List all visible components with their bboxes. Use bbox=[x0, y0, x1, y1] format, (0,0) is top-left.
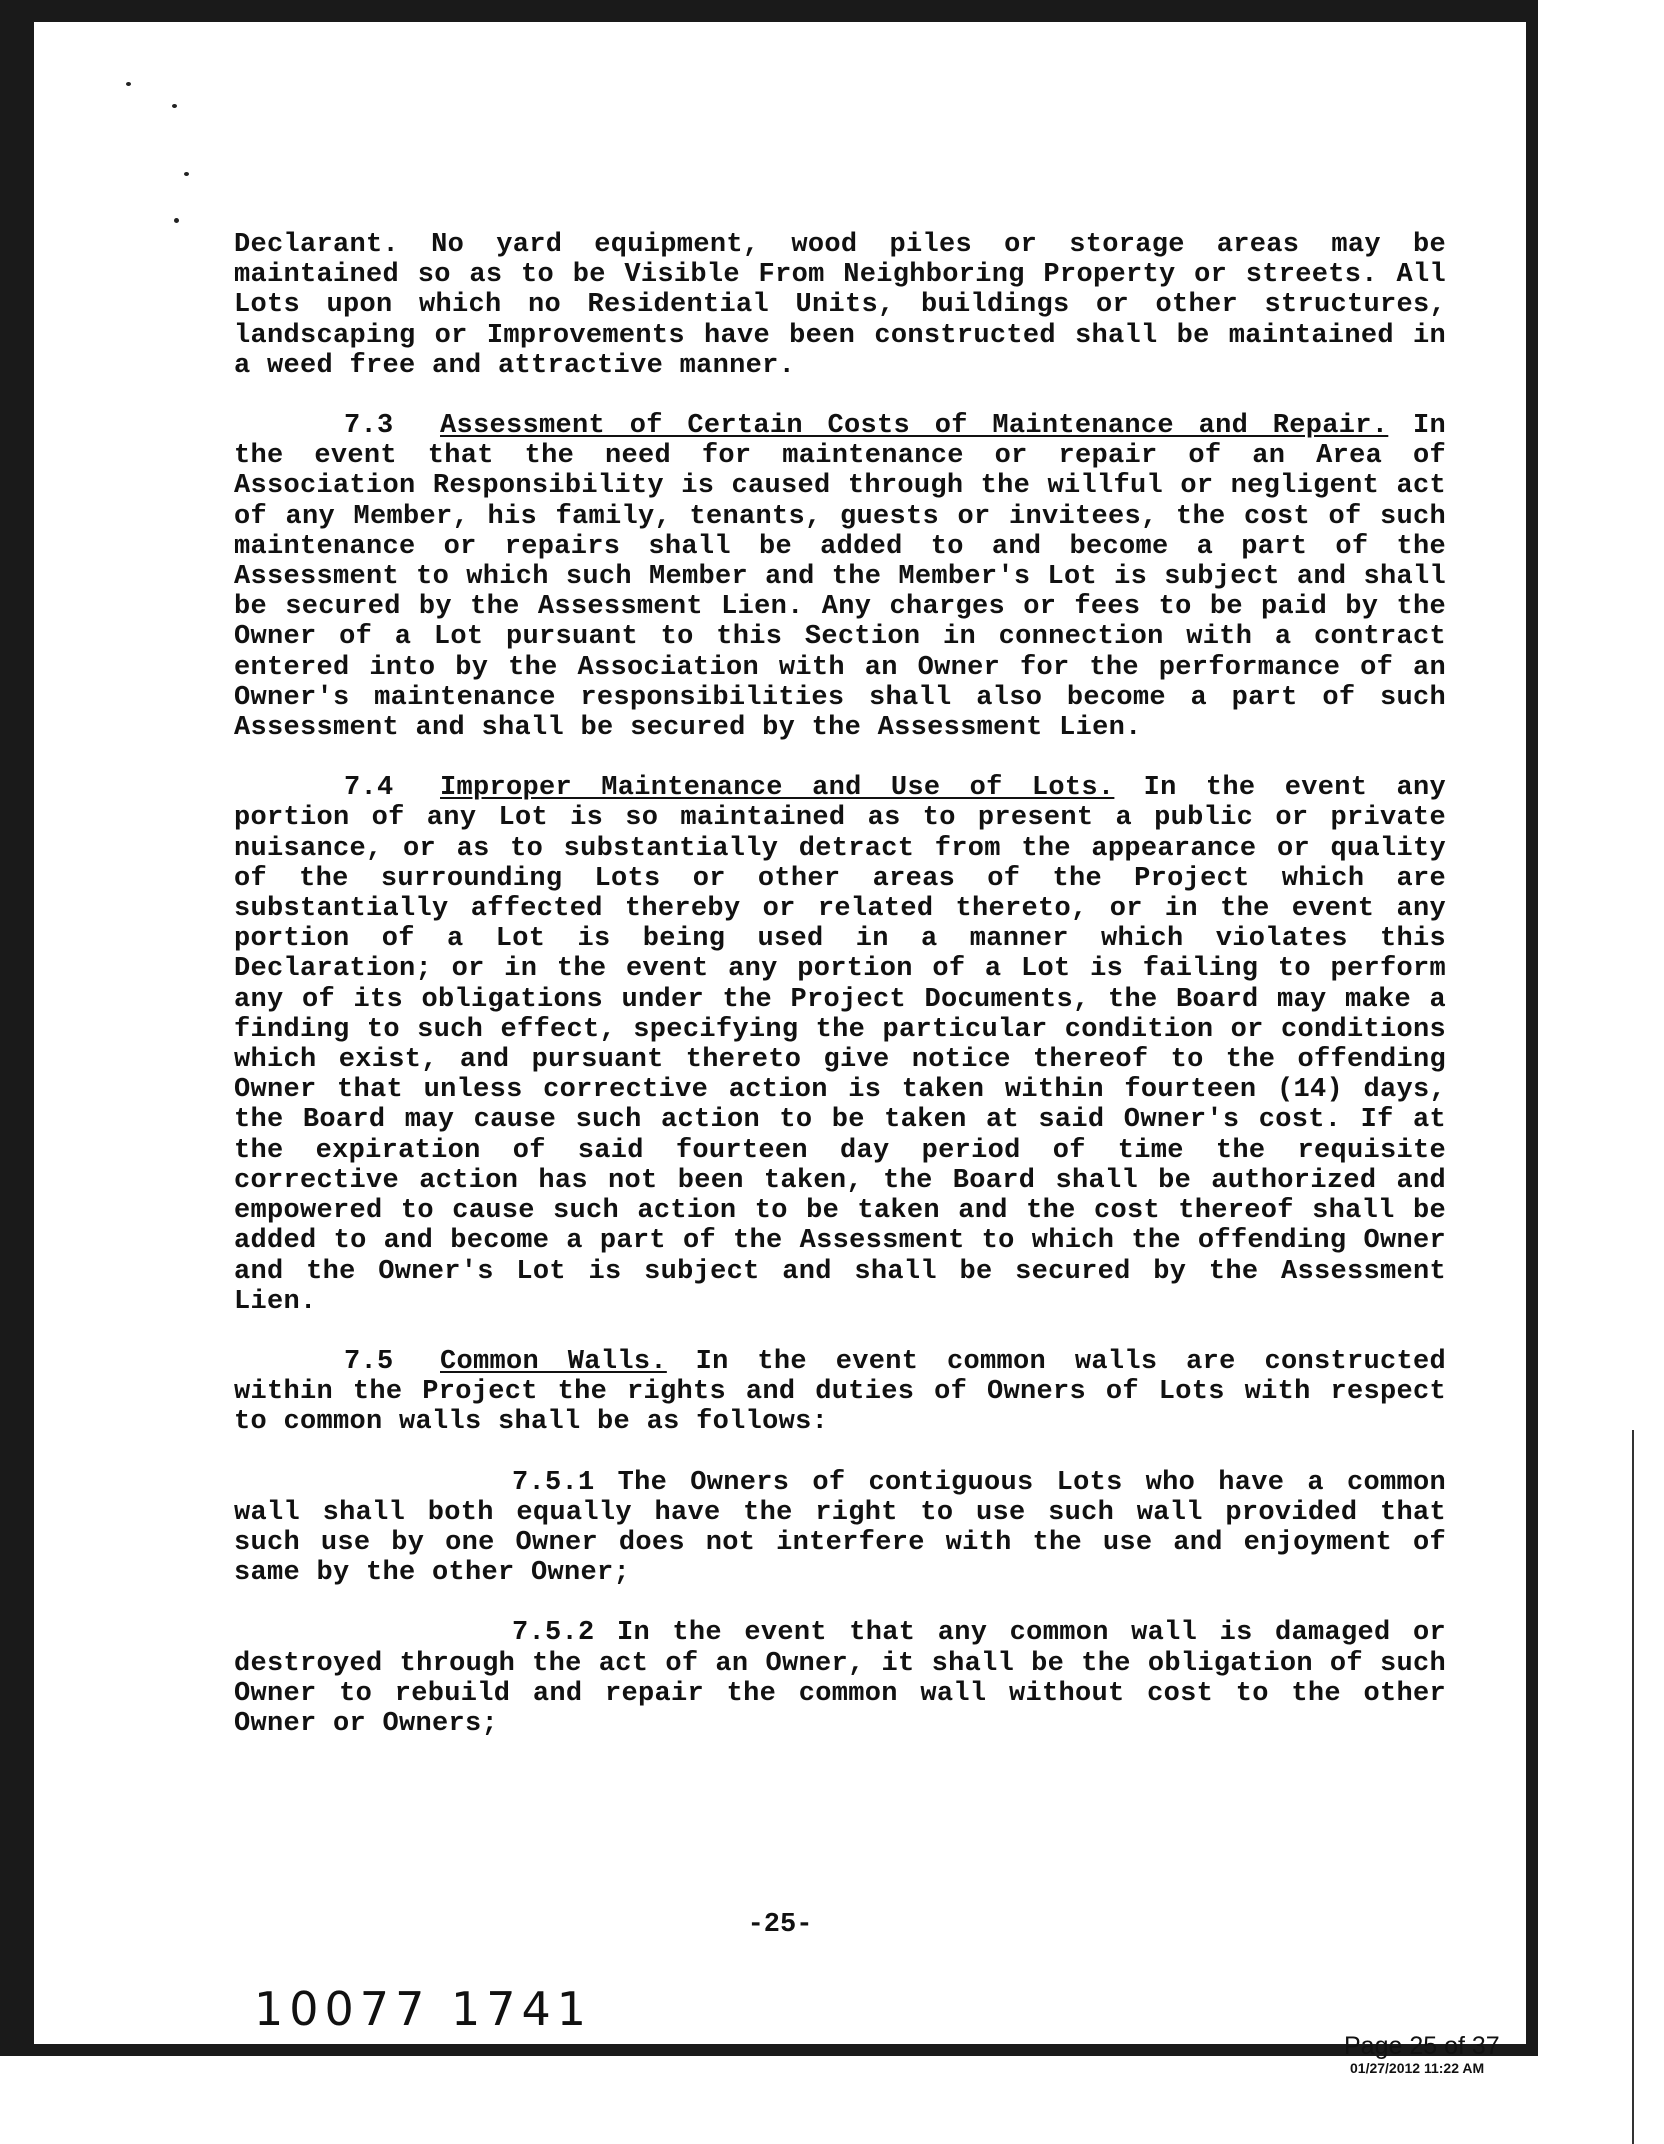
scan-speck bbox=[126, 82, 131, 86]
section-title: Common Walls. bbox=[440, 1346, 667, 1377]
page-of-label: Page 25 of 37 bbox=[1344, 2032, 1500, 2060]
subsection-text: In the event that any common wall is damaged or destroyed through the act of an Owner, it shall be the obligation of such Owner to rebuild and repair the common wall without cost to the other Owner or Owners; bbox=[234, 1618, 1446, 1739]
subsection-7-5-1 bbox=[234, 1468, 1446, 1589]
document-body bbox=[234, 230, 1446, 1769]
section-text: In the event any portion of any Lot is so maintained as to present a public or private nuisance, or as to substantially detract from the appearance or quality of the surrounding Lots or other areas of the Project which are substantially affected thereby or related thereto, or in the event any portion of a Lot is being used in a manner which violates this Declaration; or in the event any portion of a Lot is failing to perform any of its obligations under the Project Documents, the Board may make a finding to such effect, specifying the particular condition or conditions which exist, and pursuant thereto give notice thereof to the offending Owner that unless corrective action is taken within fourteen (14) days, the Board may cause such action to be taken at said Owner's cost. If at the expiration of said fourteen day period of time the requisite corrective action has not been taken, the Board shall be authorized and empowered to cause such action to be taken and the cost thereof shall be added to and become a part of the Assessment to which the offending Owner and the Owner's Lot is subject and shall be secured by the Assessment Lien. bbox=[234, 773, 1446, 1317]
section-7-3 bbox=[234, 411, 1446, 743]
section-7-5 bbox=[234, 1347, 1446, 1438]
subsection-number: 7.5.1 bbox=[512, 1467, 595, 1498]
print-timestamp: 01/27/2012 11:22 AM bbox=[1350, 2060, 1485, 2076]
section-text: In the event that the need for maintenance or repair of an Area of Association Responsibility is caused through the willful or negligent act of any Member, his family, tenants, guests or invitees, the cost of such maintenance or repairs shall be added to and become a part of the Assessment to which such Member and the Member's Lot is subject and shall be secured by the Assessment Lien. Any charges or fees to be paid by the Owner of a Lot pursuant to this Section in connection with a contract entered into by the Association with an Owner for the performance of an Owner's maintenance responsibilities shall also become a part of such Assessment and shall be secured by the Assessment Lien. bbox=[234, 411, 1446, 744]
right-edge-line bbox=[1632, 1430, 1634, 2144]
continuation-text: Declarant. No yard equipment, wood piles or storage areas may be maintained so as to be Visible From Neighboring Property or streets. All Lots upon which no Residential Units, buildings or other structures, landscaping or Improvements have been constructed shall be maintained in a weed free and attractive manner. bbox=[234, 230, 1446, 381]
scan-speck bbox=[184, 172, 189, 176]
section-title: Assessment of Certain Costs of Maintenance and Repair. bbox=[440, 411, 1389, 442]
section-title: Improper Maintenance and Use of Lots. bbox=[440, 773, 1115, 804]
subsection-number: 7.5.2 bbox=[512, 1618, 595, 1649]
subsection-7-5-2 bbox=[234, 1618, 1446, 1739]
section-7-4 bbox=[234, 773, 1446, 1317]
page-number: -25- bbox=[747, 1910, 813, 1940]
section-text: In the event common walls are constructed within the Project the rights and duties of Owners of Lots with respect to common walls shall be as follows: bbox=[234, 1346, 1446, 1438]
continuation-paragraph bbox=[234, 230, 1446, 381]
section-number: 7.3 bbox=[344, 411, 394, 442]
section-number: 7.5 bbox=[344, 1346, 394, 1377]
scan-speck bbox=[172, 104, 177, 108]
bates-number: 10077 1741 bbox=[254, 1982, 593, 2036]
section-number: 7.4 bbox=[344, 773, 394, 804]
subsection-text: The Owners of contiguous Lots who have a common wall shall both equally have the right to use such wall provided that such use by one Owner does not interfere with the use and enjoyment of same by the other Owner; bbox=[234, 1467, 1446, 1589]
document-page bbox=[34, 22, 1526, 2060]
scan-speck bbox=[174, 218, 179, 223]
